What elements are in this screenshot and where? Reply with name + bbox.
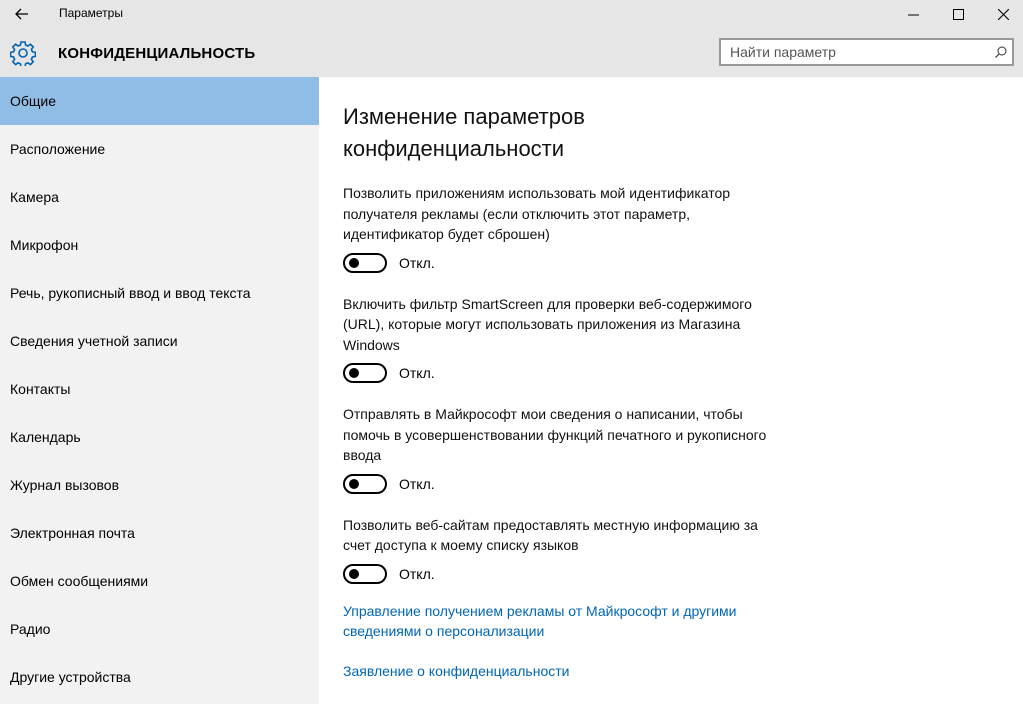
sidebar-item-radio[interactable]: Радио <box>10 621 51 637</box>
setting-smartscreen <box>343 294 1003 389</box>
sidebar <box>0 77 319 704</box>
language-list-toggle[interactable] <box>343 564 387 584</box>
privacy-statement-link[interactable]: Заявление о конфиденциальности <box>343 662 570 679</box>
setting-language-list <box>343 515 1003 589</box>
setting-writing-info <box>343 404 1003 499</box>
sidebar-item-location[interactable]: Расположение <box>10 141 106 157</box>
search-box[interactable] <box>719 38 1014 66</box>
search-input[interactable] <box>721 43 990 61</box>
page-header <box>0 28 1023 77</box>
advertising-id-toggle[interactable] <box>343 253 387 273</box>
sidebar-item-other-devices[interactable]: Другие устройства <box>10 669 131 685</box>
minimize-icon <box>908 9 919 20</box>
setting-description: Позволить веб-сайтам предоставлять местную информацию за счет доступа к моему списку языков <box>343 516 758 553</box>
page-title: КОНФИДЕНЦИАЛЬНОСТЬ <box>58 45 256 62</box>
maximize-icon <box>953 9 964 20</box>
sidebar-item-calendar[interactable]: Календарь <box>10 429 81 445</box>
toggle-state-label: Откл. <box>399 365 435 381</box>
close-button[interactable] <box>980 0 1023 28</box>
sidebar-item-account-info[interactable]: Сведения учетной записи <box>10 333 178 349</box>
sidebar-item-contacts[interactable]: Контакты <box>10 381 71 397</box>
toggle-knob <box>349 368 359 378</box>
sidebar-item-call-history[interactable]: Журнал вызовов <box>10 477 120 493</box>
toggle-state-label: Откл. <box>399 565 435 582</box>
setting-description: Позволить приложениям использовать мой идентификатор получателя рекламы (если отключить этот параметр, идентификатор будет сброшен) <box>343 185 731 242</box>
setting-advertising-id <box>343 183 1003 278</box>
writing-info-toggle[interactable] <box>343 474 387 494</box>
toggle-state-label: Откл. <box>399 254 435 271</box>
setting-description: Включить фильтр SmartScreen для проверки веб-содержимого (URL), которые могут использовать приложения из Магазина Windows <box>343 295 752 353</box>
toggle-knob <box>349 569 359 579</box>
main-content <box>343 77 1003 681</box>
minimize-button[interactable] <box>890 0 936 28</box>
back-arrow-icon <box>15 8 29 20</box>
smartscreen-toggle[interactable] <box>343 363 387 383</box>
setting-description: Отправлять в Майкрософт мои сведения о написании, чтобы помочь в усовершенствовании функций печатного и рукописного ввода <box>343 406 767 463</box>
sidebar-item-microphone[interactable]: Микрофон <box>10 237 79 253</box>
ad-management-link[interactable]: Управление получением рекламы от Майкрософт и другими сведениями о персонализации <box>343 602 737 639</box>
toggle-knob <box>349 479 359 489</box>
sidebar-item-messaging[interactable]: Обмен сообщениями <box>10 573 149 589</box>
toggle-state-label: Откл. <box>399 475 435 492</box>
close-icon <box>998 9 1009 20</box>
search-icon[interactable] <box>990 40 1012 64</box>
sidebar-item-speech[interactable]: Речь, рукописный ввод и ввод текста <box>10 285 251 301</box>
sidebar-item-email[interactable]: Электронная почта <box>10 525 135 541</box>
toggle-knob <box>349 258 359 268</box>
gear-icon <box>10 40 36 66</box>
sidebar-item-camera[interactable]: Камера <box>10 189 59 205</box>
window-title: Параметры <box>59 6 123 20</box>
section-heading: Изменение параметров конфиденциальности <box>343 104 585 161</box>
title-bar <box>0 0 1023 28</box>
sidebar-item-general[interactable]: Общие <box>0 77 319 125</box>
maximize-button[interactable] <box>935 0 981 28</box>
back-button[interactable] <box>0 0 44 28</box>
